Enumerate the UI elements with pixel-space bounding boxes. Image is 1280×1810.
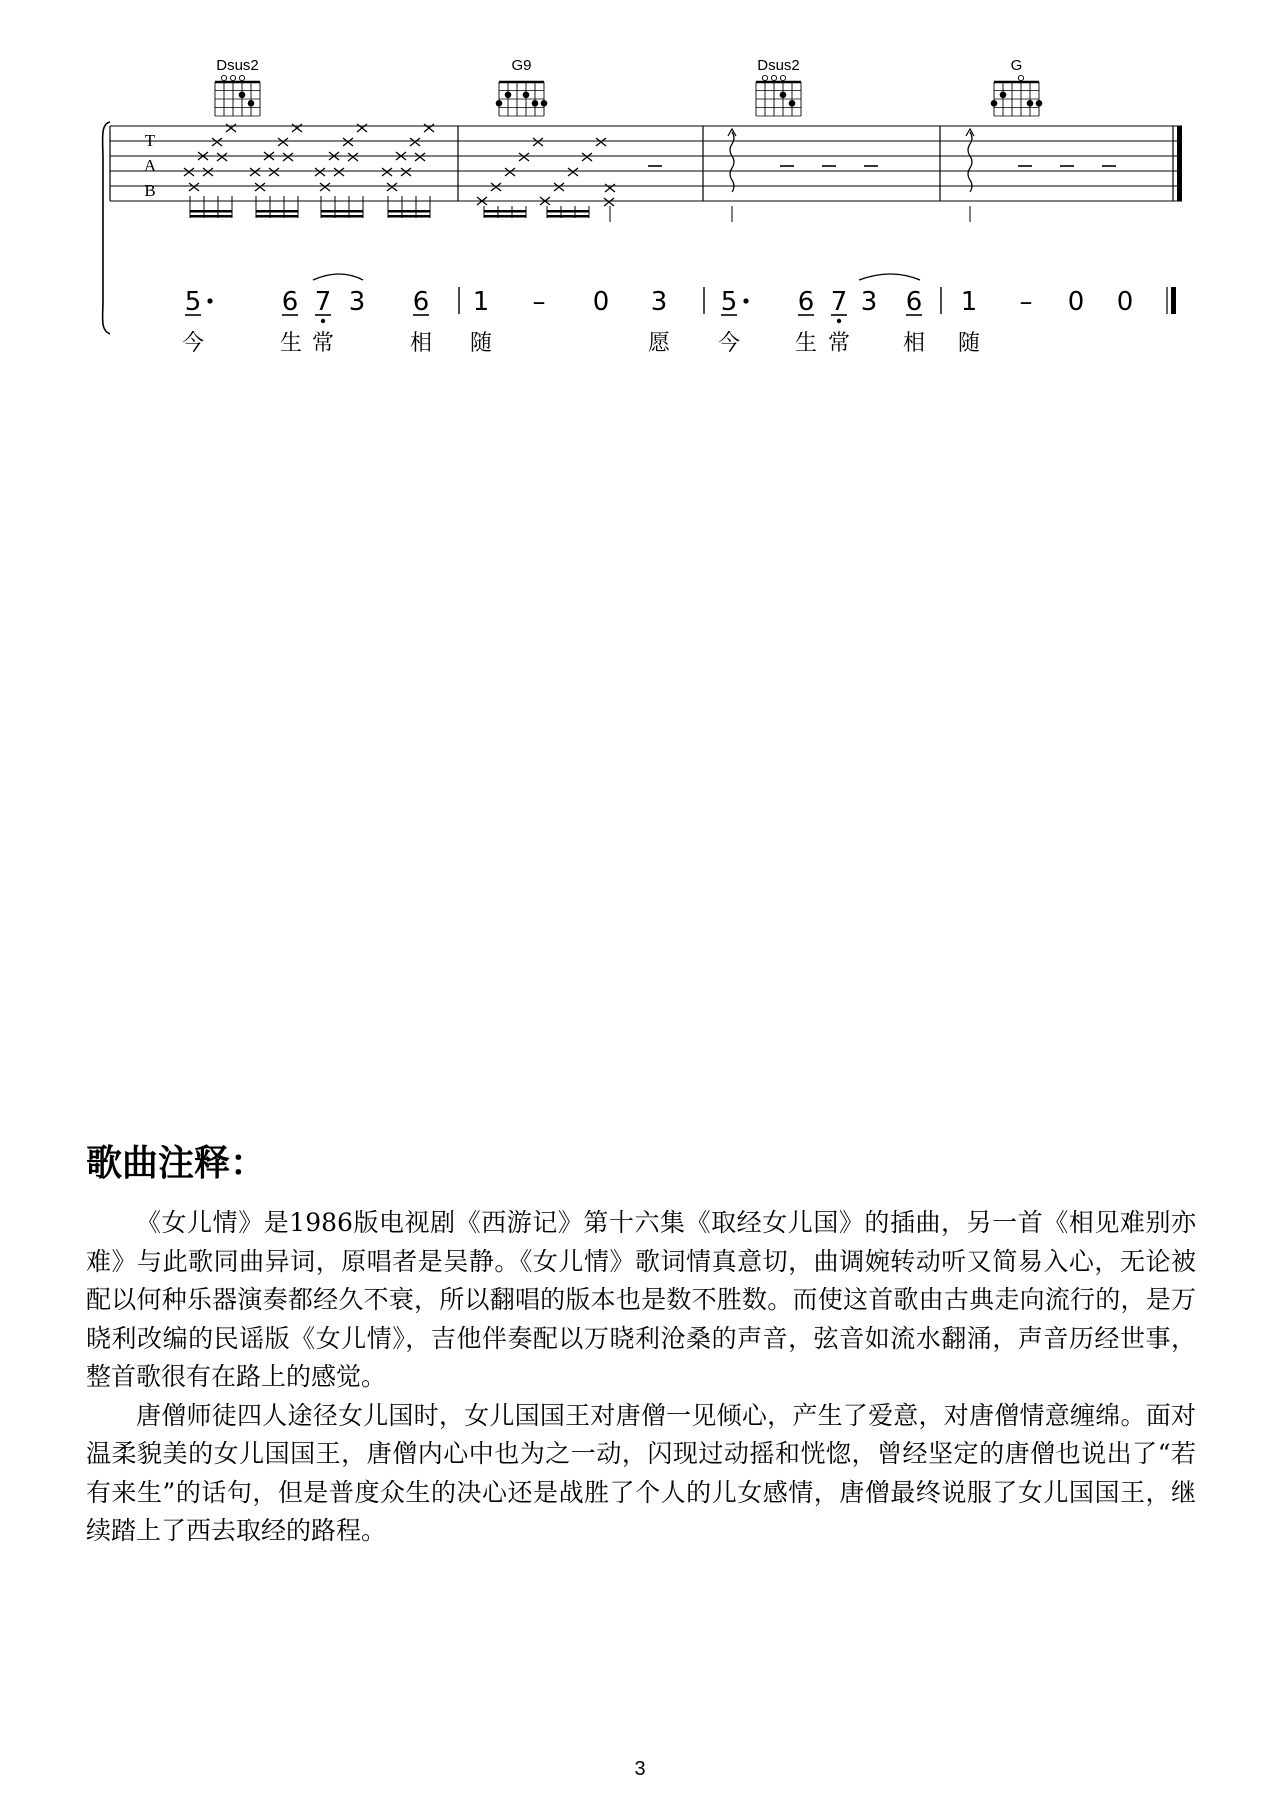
numbered-note: 1 [960,287,978,317]
lyric-char: 相 [902,331,926,356]
lyric-char: 随 [469,331,493,356]
numbered-note: 3 [650,287,668,317]
guitar-score [0,0,1280,360]
beam [547,215,589,218]
tab-note-x [184,168,194,176]
tab-note-x [283,153,293,161]
lyric-char: 随 [957,331,981,356]
lyric-char: 相 [409,331,433,356]
open-string-marker [780,75,785,80]
tab-note-x [269,168,279,176]
finger-dot [532,100,539,107]
numbered-note: 0 [1116,287,1134,317]
beam [321,215,363,218]
open-string-marker [230,75,235,80]
numbered-note: – [532,287,546,317]
tab-note-x [604,198,614,206]
numbered-note: 7 [314,287,332,317]
tab-note-x [226,124,236,132]
augmentation-dot [743,298,748,303]
tab-note-x [315,168,325,176]
tab-note-x [334,168,344,176]
finger-dot [248,100,255,107]
notes-title: 歌曲注释： [86,1143,267,1184]
tab-note-x [410,138,420,146]
finger-dot [1027,100,1034,107]
beam [321,210,363,213]
tab-note-x [519,153,529,161]
tab-note-x [189,183,199,191]
lyric-char: 生 [279,331,303,356]
tab-note-x [533,138,543,146]
numbered-note: 6 [797,287,815,317]
beam [256,210,298,213]
finger-dot [1000,92,1007,99]
notes-paragraph-1: 《女儿情》是1986版电视剧《西游记》第十六集《取经女儿国》的插曲，另一首《相见难别亦难》与此歌同曲异词，原唱者是吴静。《女儿情》歌词情真意切，曲调婉转动听又简易入心，无论被配以何种乐器演奏都经久不衰，所以翻唱的版本也是数不胜数。而使这首歌由古典走向流行的，是万晓利改编的民谣版《女儿情》，吉他伴奏配以万晓利沧桑的声音，弦音如流水翻涌，声音历经世事，整首歌很有在路上的感觉。 [86,1208,1196,1391]
page-number: 3 [634,1758,646,1780]
beam [256,215,298,218]
chord-diagram [215,57,260,116]
lyric-char: 常 [827,331,851,356]
tab-note-x [357,124,367,132]
open-string-marker [771,75,776,80]
open-string-marker [221,75,226,80]
numbered-note: 6 [905,287,923,317]
open-string-marker [1018,75,1023,80]
finger-dot [496,100,503,107]
tab-note-x [387,183,397,191]
tab-note-x [554,183,564,191]
lyric-char: 常 [311,331,335,356]
numbered-note: 6 [281,287,299,317]
chord-diagram [496,57,548,116]
tab-note-x [212,138,222,146]
numbered-note: 3 [860,287,878,317]
tab-label: B [144,181,156,200]
beam [190,210,232,213]
tab-note-x [203,168,213,176]
tab-note-x [605,184,615,192]
tab-note-x [596,138,606,146]
numbered-note: 0 [1067,287,1085,317]
tab-label: T [144,131,156,150]
tab-note-x [255,183,265,191]
tab-note-x [320,183,330,191]
tab-end-thick-barline [1177,126,1182,201]
song-notes-section [86,1135,1196,1551]
open-string-marker [762,75,767,80]
tab-note-x [382,168,392,176]
lyric-char: 愿 [647,331,671,356]
tab-note-x [424,124,434,132]
tab-note-x [278,138,288,146]
numbered-note: 0 [592,287,610,317]
beam [388,210,430,213]
tab-note-x [401,168,411,176]
chord-name: Dsus2 [757,57,800,74]
tab-note-x [250,168,260,176]
tab-note-x [217,153,227,161]
chord-name: G [1010,57,1023,74]
tab-label: A [143,156,157,175]
chord-diagram [991,57,1043,116]
octave-dot-below [837,319,841,323]
system-brace [103,122,110,334]
lyric-char: 今 [717,331,741,356]
chord-name: Dsus2 [216,57,259,74]
tab-note-x [582,153,592,161]
numbered-note: 5 [720,287,738,317]
beam [484,215,526,218]
slur [859,274,920,280]
finger-dot [1036,100,1043,107]
tab-note-x [415,153,425,161]
numbered-note: 5 [184,287,202,317]
numbered-note: 3 [348,287,366,317]
slur [313,274,363,280]
finger-dot [789,100,796,107]
tab-note-x [491,183,501,191]
numbered-note: 6 [412,287,430,317]
finger-dot [780,92,787,99]
numbered-note: 1 [472,287,490,317]
numbered-end-thick-barline [1171,287,1176,314]
lyric-char: 今 [181,331,205,356]
chord-diagram [756,57,801,116]
beam [190,215,232,218]
notes-paragraph-2: 唐僧师徒四人途径女儿国时，女儿国国王对唐僧一见倾心，产生了爱意，对唐僧情意缠绵。面对温柔貌美的女儿国国王，唐僧内心中也为之一动，闪现过动摇和恍惚，曾经坚定的唐僧也说出了“若有来生”的话句，但是普度众生的决心还是战胜了个人的儿女感情，唐僧最终说服了女儿国国王，继续踏上了西去取经的路程。 [86,1400,1196,1545]
numbered-note: – [1019,287,1033,317]
beam [547,210,589,213]
chord-name: G9 [511,57,532,74]
finger-dot [541,100,548,107]
finger-dot [505,92,512,99]
strum-arrow [966,129,974,222]
numbered-note: 7 [830,287,848,317]
finger-dot [239,92,246,99]
finger-dot [991,100,998,107]
open-string-marker [239,75,244,80]
lyric-char: 生 [794,331,818,356]
tab-note-x [292,124,302,132]
strum-arrow [728,129,736,222]
finger-dot [523,92,530,99]
tab-note-x [568,168,578,176]
tab-note-x [348,153,358,161]
augmentation-dot [207,298,212,303]
beam [484,210,526,213]
octave-dot-below [321,319,325,323]
tab-note-x [505,168,515,176]
beam [388,215,430,218]
tab-note-x [343,138,353,146]
